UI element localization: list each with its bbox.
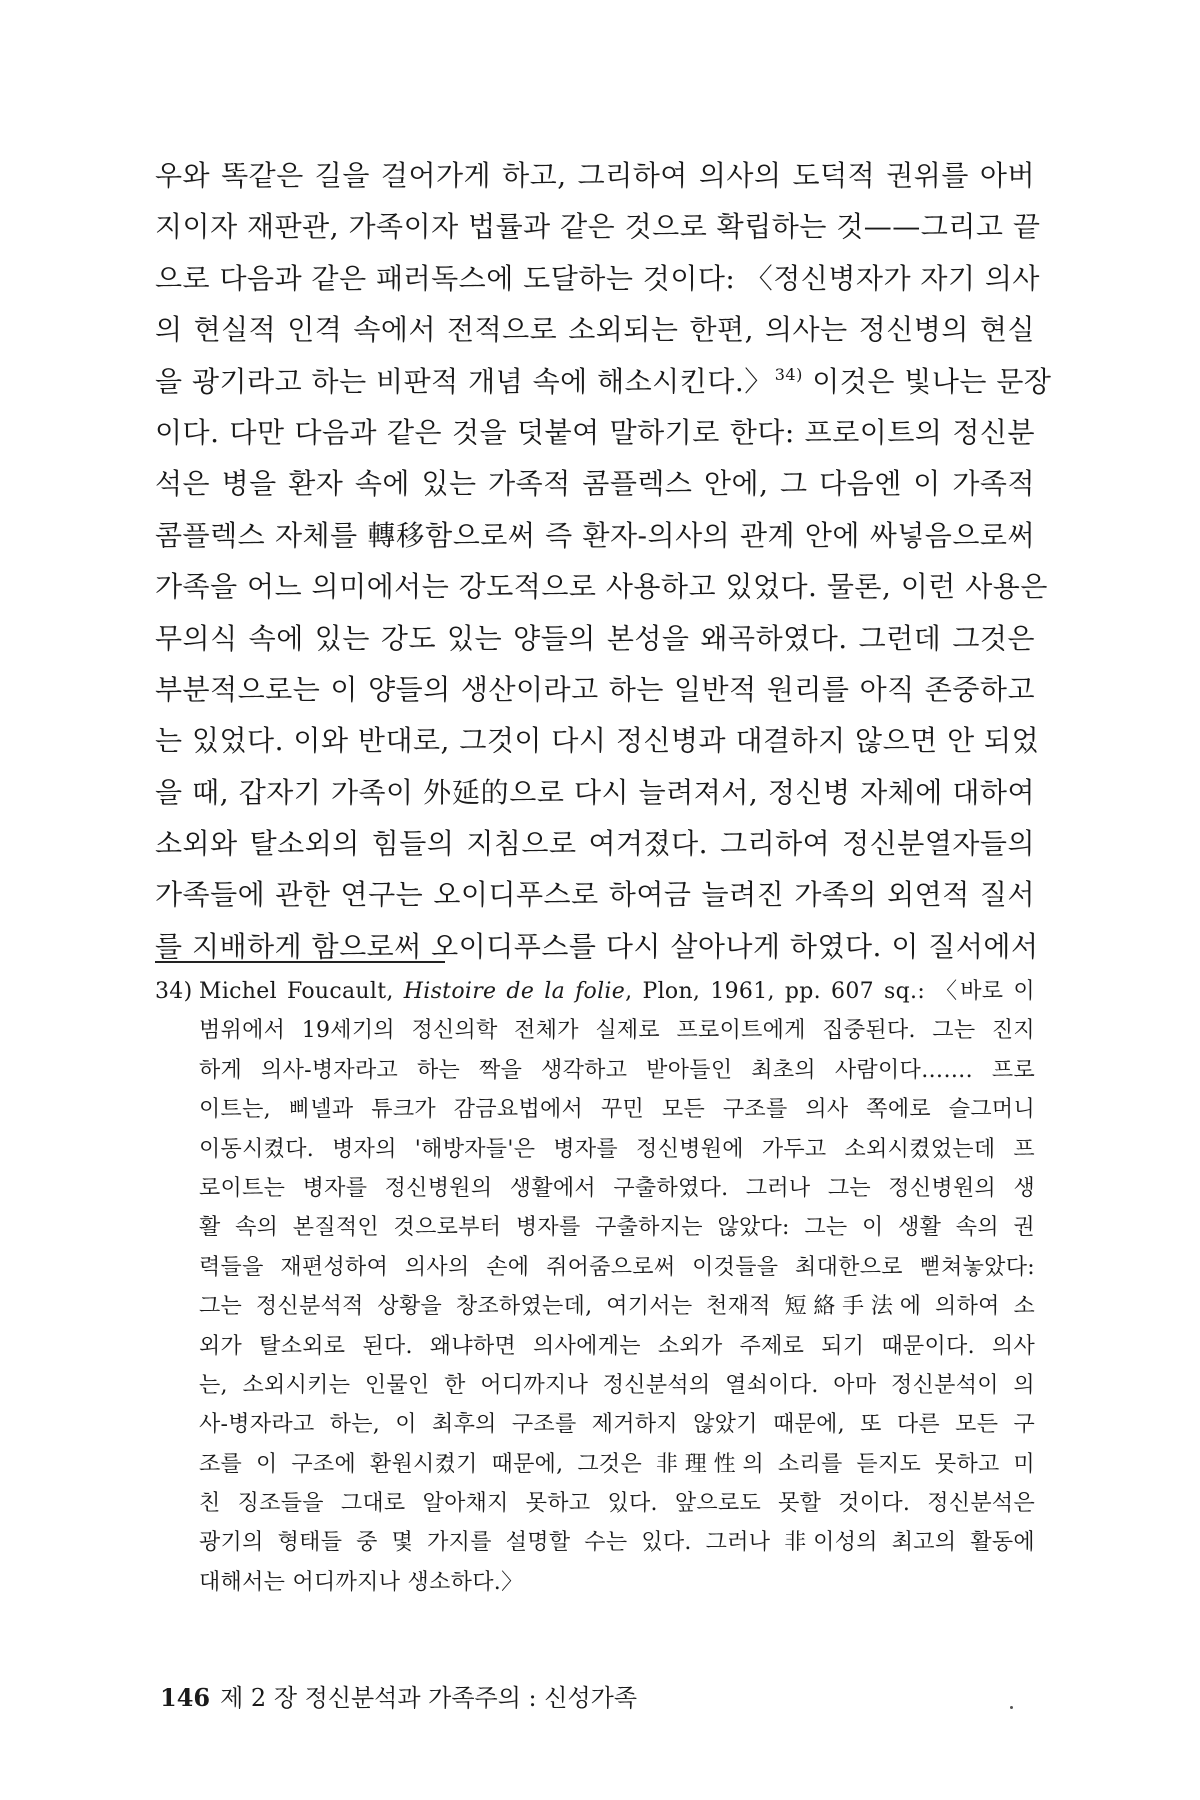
footnote-line: 이동시켰다. 병자의 '해방자들'은 병자를 정신병원에 가두고 소외시켰었는데 프 (199, 1136, 1035, 1162)
text-line: 부분적으로는 이 양들의 생산이라고 하는 일반적 원리를 아직 존중하고 (155, 672, 1035, 706)
footnote-line: 그는 정신분석적 상황을 창조하였는데, 여기서는 천재적 短絡手法에 의하여 소 (199, 1294, 1035, 1320)
text-line: 가족들에 관한 연구는 오이디푸스로 하여금 늘려진 가족의 외연적 질서 (155, 878, 1035, 912)
footnote-line: 광기의 형태들 중 몇 가지를 설명할 수는 있다. 그러나 非이성의 최고의 활동에 (199, 1530, 1035, 1556)
main-text (155, 150, 1052, 972)
footnote-block (155, 972, 1035, 1602)
footnote-book-title: Histoire de la folie (403, 979, 626, 1004)
footnote-citation: , Plon, 1961, pp. 607 sq.: 〈바로 이 (625, 979, 1035, 1004)
text-line (155, 356, 1052, 407)
footnote-divider (155, 961, 445, 963)
page-number: 146 (160, 1683, 211, 1712)
text-segment: 이것은 빛나는 문장 (812, 364, 1052, 398)
page-footer (160, 1683, 637, 1713)
chapter-title: 제 2 장 정신분석과 가족주의 : 신성가족 (220, 1684, 637, 1712)
footnote-line: 사-병자라고 하는, 이 최후의 구조를 제거하지 않았기 때문에, 또 다른 모든 구 (199, 1412, 1035, 1438)
text-line: 는 있었다. 이와 반대로, 그것이 다시 정신병과 대결하지 않으면 안 되었 (155, 724, 1040, 758)
footnote-line: 친 징조들을 그대로 알아채지 못하고 있다. 앞으로도 못할 것이다. 정신분석은 (199, 1491, 1035, 1517)
text-line: 으로 다음과 같은 패러독스에 도달하는 것이다: 〈정신병자가 자기 의사 (155, 261, 1040, 295)
text-line: 무의식 속에 있는 강도 있는 양들의 본성을 왜곡하였다. 그런데 그것은 (155, 621, 1035, 655)
text-line: 우와 똑같은 길을 걸어가게 하고, 그리하여 의사의 도덕적 권위를 아버 (155, 159, 1035, 192)
print-speck (1010, 1706, 1013, 1709)
footnote-line: 조를 이 구조에 환원시켰기 때문에, 그것은 非理性의 소리를 듣지도 못하고 미 (199, 1451, 1035, 1477)
footnote-line: 활 속의 본질적인 것으로부터 병자를 구출하지는 않았다: 그는 이 생활 속의 권 (199, 1215, 1035, 1241)
text-line: 가족을 어느 의미에서는 강도적으로 사용하고 있었다. 물론, 이런 사용은 (155, 570, 1048, 604)
text-line: 소외와 탈소외의 힘들의 지침으로 여겨졌다. 그리하여 정신분열자들의 (155, 827, 1035, 861)
footnote-reference[interactable]: 34) (774, 365, 803, 385)
footnote-line: 외가 탈소외로 된다. 왜냐하면 의사에게는 소외가 주제로 되기 때문이다. 의사 (199, 1333, 1035, 1359)
footnote-author: Michel Foucault, (199, 979, 404, 1004)
footnote-line: 대해서는 어디까지나 생소하다.〉 (199, 1569, 524, 1595)
text-line: 지이자 재판관, 가족이자 법률과 같은 것으로 확립하는 것——그리고 끝 (155, 210, 1041, 244)
text-segment: 을 광기라고 하는 비판적 개념 속에 해소시킨다.〉 (155, 364, 773, 398)
text-line: 이다. 다만 다음과 같은 것을 덧붙여 말하기로 한다: 프로이트의 정신분 (155, 415, 1035, 449)
footnote-line (155, 972, 1035, 1011)
footnote-line: 이트는, 삐넬과 튜크가 감금요법에서 꾸민 모든 구조를 의사 쪽에로 슬그머니 (199, 1097, 1035, 1123)
footnote-line: 력들을 재편성하여 의사의 손에 쥐어줌으로써 이것들을 최대한으로 뻗쳐놓았다: (199, 1254, 1035, 1280)
text-line: 의 현실적 인격 속에서 전적으로 소외되는 한편, 의사는 정신병의 현실 (155, 313, 1035, 347)
footnote-number: 34) (155, 979, 193, 1004)
footnote-line: 로이트는 병자를 정신병원의 생활에서 구출하였다. 그러나 그는 정신병원의 생 (199, 1175, 1035, 1201)
text-line: 을 때, 갑자기 가족이 外延的으로 다시 늘려져서, 정신병 자체에 대하여 (155, 775, 1035, 809)
text-line: 를 지배하게 함으로써 오이디푸스를 다시 살아나게 하였다. 이 질서에서 (155, 929, 1039, 963)
text-line: 석은 병을 환자 속에 있는 가족적 콤플렉스 안에, 그 다음엔 이 가족적 (155, 467, 1035, 501)
footnote-line: 범위에서 19세기의 정신의학 전체가 실제로 프로이트에게 집중된다. 그는 진지 (199, 1018, 1035, 1044)
footnote-line: 하게 의사-병자라고 하는 짝을 생각하고 받아들인 최초의 사람이다……. 프로 (199, 1057, 1035, 1083)
text-line: 콤플렉스 자체를 轉移함으로써 즉 환자-의사의 관계 안에 싸넣음으로써 (155, 518, 1035, 552)
footnote-line: 는, 소외시키는 인물인 한 어디까지나 정신분석의 열쇠이다. 아마 정신분석이 의 (199, 1372, 1035, 1398)
